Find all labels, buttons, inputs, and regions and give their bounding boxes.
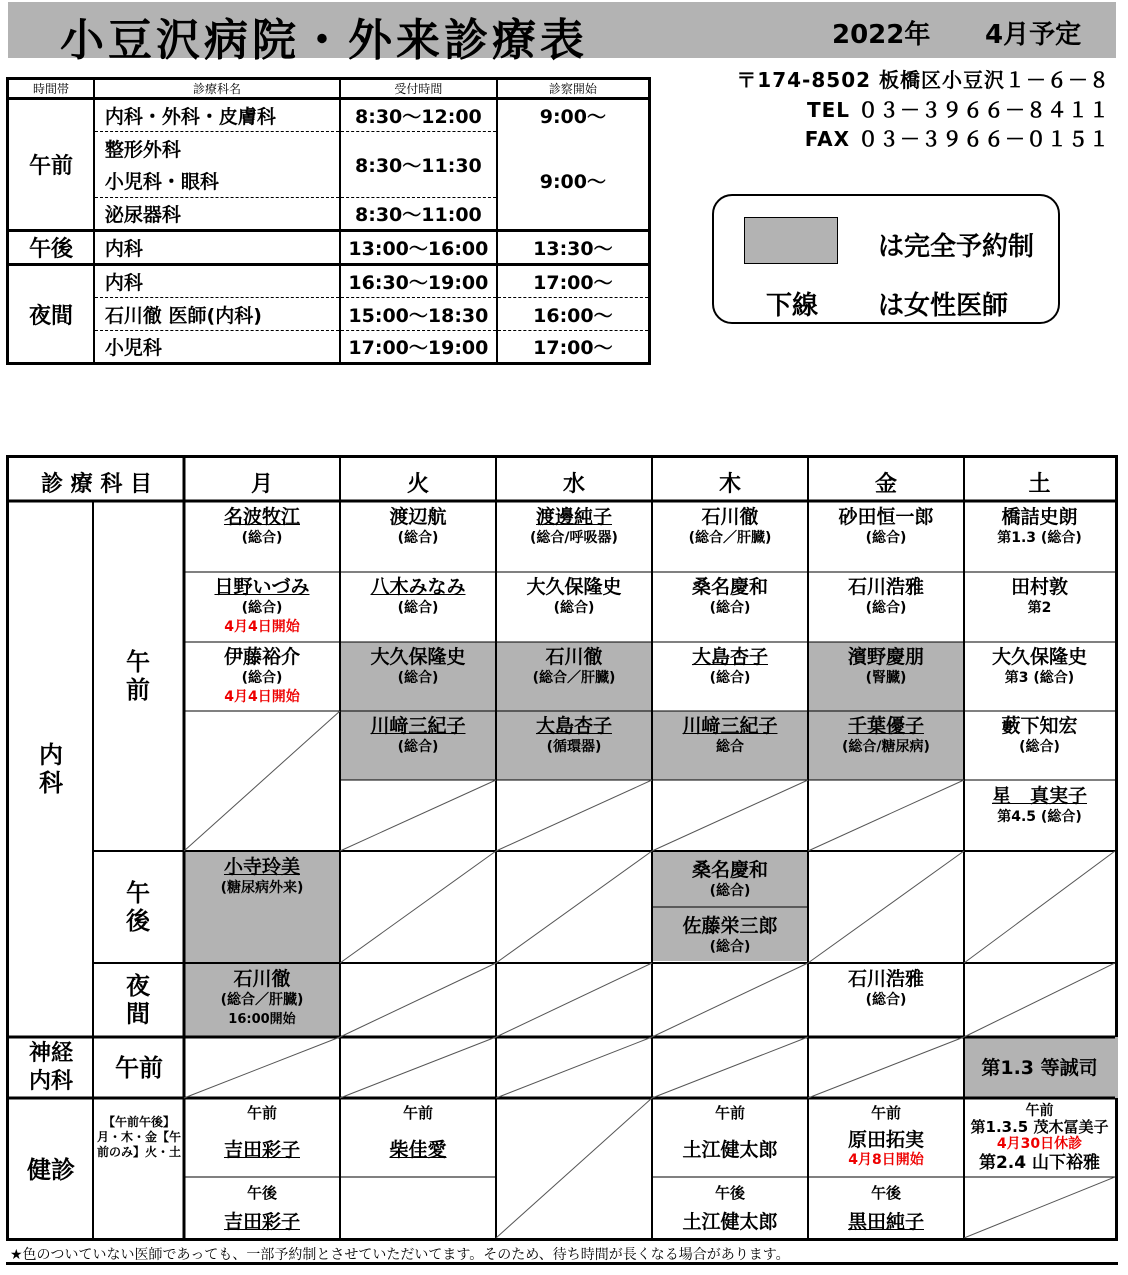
doctor-cell <box>964 576 1115 618</box>
reception: 13:00〜16:00 <box>340 231 497 265</box>
hours-header: 受付時間 <box>340 79 497 99</box>
dept: 泌尿器科 <box>94 198 340 231</box>
reception: 16:30〜19:00 <box>340 265 497 298</box>
day-header: 金 <box>874 472 897 497</box>
kenshin-cell <box>808 1183 964 1233</box>
doctor-specialty: 第2 <box>1027 600 1052 616</box>
doctor-name: 星 真実子 <box>991 785 1087 807</box>
naika-night-label: 夜間 <box>126 972 150 1028</box>
doctor-name: 名波牧江 <box>223 506 300 528</box>
doctor-name: 渡邊純子 <box>535 506 612 528</box>
period-night: 夜間 <box>8 265 94 364</box>
doctor-cell <box>808 968 964 1010</box>
dept: 小児科・眼科 <box>94 165 340 198</box>
doctor-specialty: 第4.5 (総合) <box>997 809 1082 825</box>
kenshin-cell <box>340 1103 496 1161</box>
doctor-specialty: (総合) <box>241 670 283 686</box>
doctor-cell <box>964 715 1115 757</box>
kenshin-cell <box>184 1183 340 1233</box>
doctor-note: 4月4日開始 <box>224 689 300 705</box>
reception: 8:30〜12:00 <box>340 99 497 132</box>
title-month: 4月予定 <box>985 20 1082 50</box>
dept: 石川徹 医師(内科) <box>94 298 340 331</box>
doctor-specialty: (総合) <box>553 600 595 616</box>
time-label: 午前 <box>714 1104 745 1122</box>
hours-table <box>6 77 651 365</box>
doctor-name: 濱野慶朋 <box>847 646 924 668</box>
reception: 15:00〜18:30 <box>340 298 497 331</box>
kenshin-note: 【午前午後】月・木・金【午前のみ】火・土 <box>97 1115 182 1159</box>
time-label: 午前 <box>402 1104 433 1122</box>
hours-header: 時間帯 <box>8 79 94 99</box>
doctor-cell <box>652 646 808 688</box>
schedule-table <box>6 455 1118 1241</box>
kenshin-label: 健診 <box>27 1156 75 1184</box>
subject-header: 診 療 科 目 <box>41 472 152 497</box>
period-pm: 午後 <box>8 231 94 265</box>
naika-pm-label: 午後 <box>126 879 150 935</box>
time-label: 午後 <box>714 1184 745 1202</box>
doctor-specialty: (総合) <box>709 883 751 899</box>
start: 13:30〜 <box>497 231 650 265</box>
kenshin-cell <box>652 1103 808 1161</box>
doctor-name: 川﨑三紀子 <box>370 715 466 737</box>
doctor-cell <box>808 646 964 688</box>
doctor-specialty: (総合／肝臓) <box>220 992 304 1008</box>
naika-label: 内科 <box>39 741 63 797</box>
doctor-name: 大島杏子 <box>691 646 768 668</box>
doctor-cell <box>340 646 496 688</box>
doctor-cell <box>496 646 652 688</box>
footnote-divider <box>6 1262 1118 1265</box>
doctor-cell <box>184 576 340 636</box>
doctor-cell <box>652 576 808 618</box>
doctor-specialty: 第3 (総合) <box>1004 670 1075 686</box>
doctor-cell <box>184 968 340 1030</box>
doctor-cell <box>652 915 808 957</box>
title-year: 2022年 <box>832 20 931 50</box>
reception: 8:30〜11:00 <box>340 198 497 231</box>
reception: 17:00〜19:00 <box>340 331 497 364</box>
doctor-cell <box>964 1057 1115 1079</box>
fax-line: FAX ０３－３９６６－０１５１ <box>804 127 1110 151</box>
start: 17:00〜 <box>497 331 650 364</box>
doctor-specialty: (総合) <box>865 600 907 616</box>
doctor-name: 柴佳愛 <box>389 1139 447 1161</box>
kenshin-cell <box>184 1103 340 1161</box>
time-label: 午後 <box>246 1184 277 1202</box>
doctor-name: 土江健太郎 <box>682 1211 778 1233</box>
doctor-specialty: (総合) <box>241 530 283 546</box>
dept: 整形外科 <box>94 132 340 165</box>
day-header: 木 <box>718 472 741 497</box>
legend-gray-swatch <box>744 217 838 264</box>
doctor-name: 土江健太郎 <box>682 1139 778 1161</box>
doctor-name: 石川徹 <box>545 646 603 668</box>
doctor-name: 川﨑三紀子 <box>682 715 778 737</box>
doctor-name: 石川浩雅 <box>847 968 924 990</box>
doctor-cell <box>184 856 340 898</box>
doctor-name: 砂田恒一郎 <box>838 506 934 528</box>
doctor-name: 日野いづみ <box>214 576 310 598</box>
start: 17:00〜 <box>497 265 650 298</box>
period-am: 午前 <box>8 99 94 231</box>
doctor-specialty: (総合) <box>709 600 751 616</box>
dept: 内科 <box>94 231 340 265</box>
doctor-cell <box>184 506 340 548</box>
doctor-name: 橋詰史朗 <box>1001 506 1078 528</box>
doctor-cell <box>496 715 652 757</box>
doctor-name: 伊藤裕介 <box>223 646 300 668</box>
doctor-specialty: 総合 <box>716 739 744 755</box>
doctor-name: 小寺玲美 <box>223 856 300 878</box>
doctor-specialty: (総合) <box>397 530 439 546</box>
doctor-name: 石川浩雅 <box>847 576 924 598</box>
dept: 小児科 <box>94 331 340 364</box>
day-header: 月 <box>250 472 273 497</box>
doctor-specialty: 第1.3 (総合) <box>997 530 1082 546</box>
doctor-specialty: (総合) <box>709 670 751 686</box>
doctor-specialty: (腎臓) <box>865 670 907 686</box>
doctor-name: 黒田純子 <box>847 1211 924 1233</box>
day-header: 土 <box>1028 472 1051 497</box>
doctor-name: 原田拓実 <box>847 1129 924 1151</box>
doctor-specialty: (総合) <box>397 739 439 755</box>
doctor-cell <box>808 576 964 618</box>
doctor-cell <box>652 859 808 901</box>
doctor-cell <box>964 646 1115 688</box>
doctor-name: 藪下知宏 <box>1001 715 1078 737</box>
doctor-name: 大久保隆史 <box>370 646 466 668</box>
legend-underline-text: は女性医師 <box>878 291 1009 321</box>
doctor-cell <box>964 506 1115 548</box>
doctor-name: 第1.3 等誠司 <box>981 1057 1098 1079</box>
naika-am-label: 午前 <box>126 648 150 704</box>
doctor-name: 第2.4 山下裕雅 <box>978 1153 1101 1173</box>
kenshin-cell <box>964 1103 1115 1174</box>
time-label: 午前 <box>246 1104 277 1122</box>
doctor-specialty: (循環器) <box>546 739 602 755</box>
time-label: 午後 <box>870 1184 901 1202</box>
doctor-specialty: (総合/呼吸器) <box>530 530 618 546</box>
doctor-note: 4月4日開始 <box>224 619 300 635</box>
legend-underline-word: 下線 <box>766 291 819 321</box>
doctor-name: 石川徹 <box>701 506 759 528</box>
doctor-note: 4月8日開始 <box>848 1152 924 1168</box>
page-title: 小豆沢病院・外来診療表 <box>60 15 588 66</box>
doctor-name: 渡辺航 <box>389 506 447 528</box>
doctor-note: 4月30日休診 <box>996 1136 1083 1152</box>
doctor-name: 吉田彩子 <box>223 1139 300 1161</box>
doctor-name: 大久保隆史 <box>991 646 1087 668</box>
kenshin-cell <box>808 1103 964 1169</box>
doctor-specialty: (総合) <box>709 939 751 955</box>
doctor-name: 大久保隆史 <box>526 576 622 598</box>
time-label: 午前 <box>870 1104 901 1122</box>
doctor-cell <box>496 576 652 618</box>
doctor-name: 石川徹 <box>233 968 291 990</box>
day-header: 水 <box>562 472 585 497</box>
day-header: 火 <box>406 472 429 497</box>
doctor-name: 桑名慶和 <box>691 859 768 881</box>
doctor-specialty: (総合) <box>865 992 907 1008</box>
doctor-cell <box>964 785 1115 827</box>
doctor-specialty: (総合／肝臓) <box>688 530 772 546</box>
doctor-cell <box>808 506 964 548</box>
doctor-name: 八木みなみ <box>370 576 466 598</box>
doctor-name: 千葉優子 <box>847 715 924 737</box>
tel-line: TEL ０３－３９６６－８４１１ <box>806 98 1110 122</box>
dept: 内科・外科・皮膚科 <box>94 99 340 132</box>
doctor-cell <box>808 715 964 757</box>
doctor-specialty: (糖尿病外来) <box>220 880 304 896</box>
kenshin-cell <box>652 1183 808 1233</box>
doctor-cell <box>340 506 496 548</box>
shinkei-am-label: 午前 <box>115 1054 163 1082</box>
doctor-cell <box>652 715 808 757</box>
time-label: 午前 <box>1025 1103 1054 1119</box>
reception: 8:30〜11:30 <box>340 132 497 198</box>
doctor-cell <box>496 506 652 548</box>
start: 9:00〜 <box>497 99 650 132</box>
doctor-specialty: (総合/糖尿病) <box>842 739 930 755</box>
doctor-cell <box>340 576 496 618</box>
doctor-name: 田村敦 <box>1010 576 1068 598</box>
start: 9:00〜 <box>497 132 650 231</box>
doctor-specialty: (総合) <box>865 530 907 546</box>
doctor-specialty: (総合／肝臓) <box>532 670 616 686</box>
doctor-cell <box>184 646 340 706</box>
doctor-name: 佐藤栄三郎 <box>682 915 778 937</box>
doctor-specialty: (総合) <box>397 600 439 616</box>
doctor-specialty: (総合) <box>397 670 439 686</box>
doctor-cell <box>340 715 496 757</box>
doctor-note: 16:00開始 <box>228 1012 296 1027</box>
hours-header: 診察開始 <box>497 79 650 99</box>
address-line: 〒174-8502 板橋区小豆沢１－６－８ <box>736 68 1110 92</box>
legend-gray-text: は完全予約制 <box>878 232 1035 262</box>
footnote: ★色のついていない医師であっても、一部予約制とさせていただいてます。そのため、待ち時間が長くなる場合があります。 <box>10 1247 790 1263</box>
start: 16:00〜 <box>497 298 650 331</box>
doctor-name: 第1.3.5 茂木冨美子 <box>970 1118 1109 1136</box>
doctor-name: 大島杏子 <box>535 715 612 737</box>
hours-header: 診療科名 <box>94 79 340 99</box>
doctor-specialty: (総合) <box>241 600 283 616</box>
dept: 内科 <box>94 265 340 298</box>
doctor-specialty: (総合) <box>1019 739 1060 755</box>
doctor-cell <box>652 506 808 548</box>
doctor-name: 吉田彩子 <box>223 1211 300 1233</box>
shinkei-label: 神経内科 <box>28 1041 73 1094</box>
doctor-name: 桑名慶和 <box>691 576 768 598</box>
